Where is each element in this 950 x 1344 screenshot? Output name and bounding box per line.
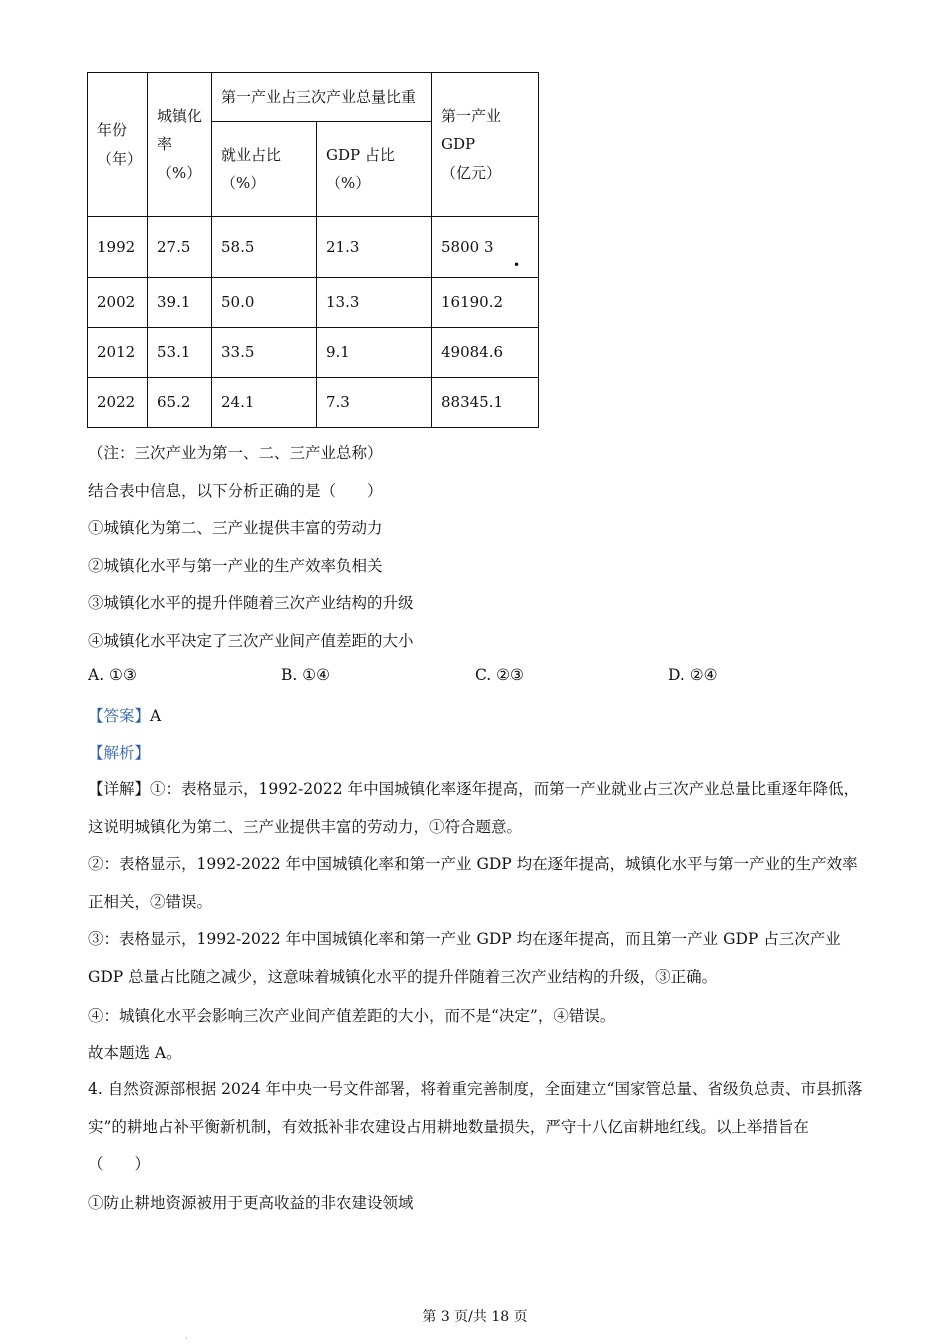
statement-2: ②城镇化水平与第一产业的生产效率负相关 bbox=[88, 557, 383, 575]
answer-label: 【答案】 bbox=[88, 707, 151, 725]
cell-gdp-share: 21.3 bbox=[317, 217, 432, 278]
cell-urbanization: 53.1 bbox=[148, 328, 212, 378]
table-row bbox=[88, 328, 539, 378]
option-b: B. ①④ bbox=[281, 666, 331, 684]
page-footer: 第 3 页/共 18 页 bbox=[422, 1309, 528, 1325]
cell-gdp: 16190.2 bbox=[432, 278, 539, 328]
cell-gdp-share: 7.3 bbox=[317, 378, 432, 428]
option-c: C. ②③ bbox=[475, 666, 524, 684]
statement-4: ④城镇化水平决定了三次产业间产值差距的大小 bbox=[88, 632, 414, 650]
cell-employment: 24.1 bbox=[212, 378, 317, 428]
statement-3: ③城镇化水平的提升伴随着三次产业结构的升级 bbox=[88, 594, 414, 612]
header-employment-share: 就业占比 （%） bbox=[212, 122, 317, 217]
question-text: 结合表中信息，以下分析正确的是（ ） bbox=[88, 482, 383, 500]
cell-gdp-share: 9.1 bbox=[317, 328, 432, 378]
question-4-item-1: ①防止耕地资源被用于更高收益的非农建设领域 bbox=[88, 1194, 414, 1212]
cell-employment: 33.5 bbox=[212, 328, 317, 378]
detail-paragraph-2: ②：表格显示，1992-2022 年中国城镇化率和第一产业 GDP 均在逐年提高，城镇化水平与第一产业的生产效率正相关，②错误。 bbox=[88, 855, 858, 911]
question-4-stem: 4. 自然资源部根据 2024 年中央一号文件部署，将着重完善制度，全面建立“国家管总量、省级负总责、市县抓落实”的耕地占补平衡新机制，有效抵补非农建设占用耕地数量损失，严守十八亿亩耕地红线。以上举措旨在（ ） bbox=[88, 1080, 863, 1173]
cell-urbanization: 27.5 bbox=[148, 217, 212, 278]
small-mark: · bbox=[185, 1334, 188, 1344]
answer-line bbox=[88, 704, 161, 726]
cell-year: 2022 bbox=[88, 378, 148, 428]
cell-urbanization: 65.2 bbox=[148, 378, 212, 428]
table-row bbox=[88, 278, 539, 328]
option-d: D. ②④ bbox=[668, 666, 718, 684]
header-urbanization: 城镇化 率 （%） bbox=[148, 73, 212, 217]
cell-gdp: 49084.6 bbox=[432, 328, 539, 378]
answer-value: A bbox=[150, 707, 162, 725]
stray-dot-mark: • bbox=[513, 258, 521, 272]
table-row bbox=[88, 217, 539, 278]
cell-employment: 50.0 bbox=[212, 278, 317, 328]
statement-1: ①城镇化为第二、三产业提供丰富的劳动力 bbox=[88, 519, 383, 537]
table-row bbox=[88, 378, 539, 428]
header-year: 年份 （年） bbox=[88, 73, 148, 217]
detail-label: 【详解】 bbox=[88, 780, 151, 798]
detail-paragraph-4: ④：城镇化水平会影响三次产业间产值差距的大小，而不是“决定”，④错误。 bbox=[88, 1007, 616, 1025]
cell-gdp: 5800 3 bbox=[432, 217, 539, 278]
cell-year: 2012 bbox=[88, 328, 148, 378]
table-note: （注：三次产业为第一、二、三产业总称） bbox=[88, 444, 383, 462]
detail-conclusion: 故本题选 A。 bbox=[88, 1044, 182, 1062]
data-table bbox=[87, 72, 539, 428]
option-a: A. ①③ bbox=[88, 666, 137, 684]
cell-year: 2002 bbox=[88, 278, 148, 328]
detail-paragraph-1: 【详解】①：表格显示，1992-2022 年中国城镇化率逐年提高，而第一产业就业占三次产业总量比重逐年降低，这说明城镇化为第二、三产业提供丰富的劳动力，①符合题意。 bbox=[88, 780, 860, 836]
header-primary-share-group: 第一产业占三次产业总量比重 bbox=[212, 73, 432, 122]
cell-gdp-share: 13.3 bbox=[317, 278, 432, 328]
detail-paragraph-3: ③：表格显示，1992-2022 年中国城镇化率和第一产业 GDP 均在逐年提高，而且第一产业 GDP 占三次产业 GDP 总量占比随之减少，这意味着城镇化水平的提升伴随着三次产业结构的升级，③正确。 bbox=[88, 930, 841, 986]
cell-employment: 58.5 bbox=[212, 217, 317, 278]
analysis-label: 【解析】 bbox=[88, 744, 151, 762]
cell-gdp: 88345.1 bbox=[432, 378, 539, 428]
header-gdp-share: GDP 占比（%） bbox=[317, 122, 432, 217]
table-header-row bbox=[88, 73, 539, 122]
cell-year: 1992 bbox=[88, 217, 148, 278]
header-primary-gdp: 第一产业 GDP （亿元） bbox=[432, 73, 539, 217]
cell-urbanization: 39.1 bbox=[148, 278, 212, 328]
